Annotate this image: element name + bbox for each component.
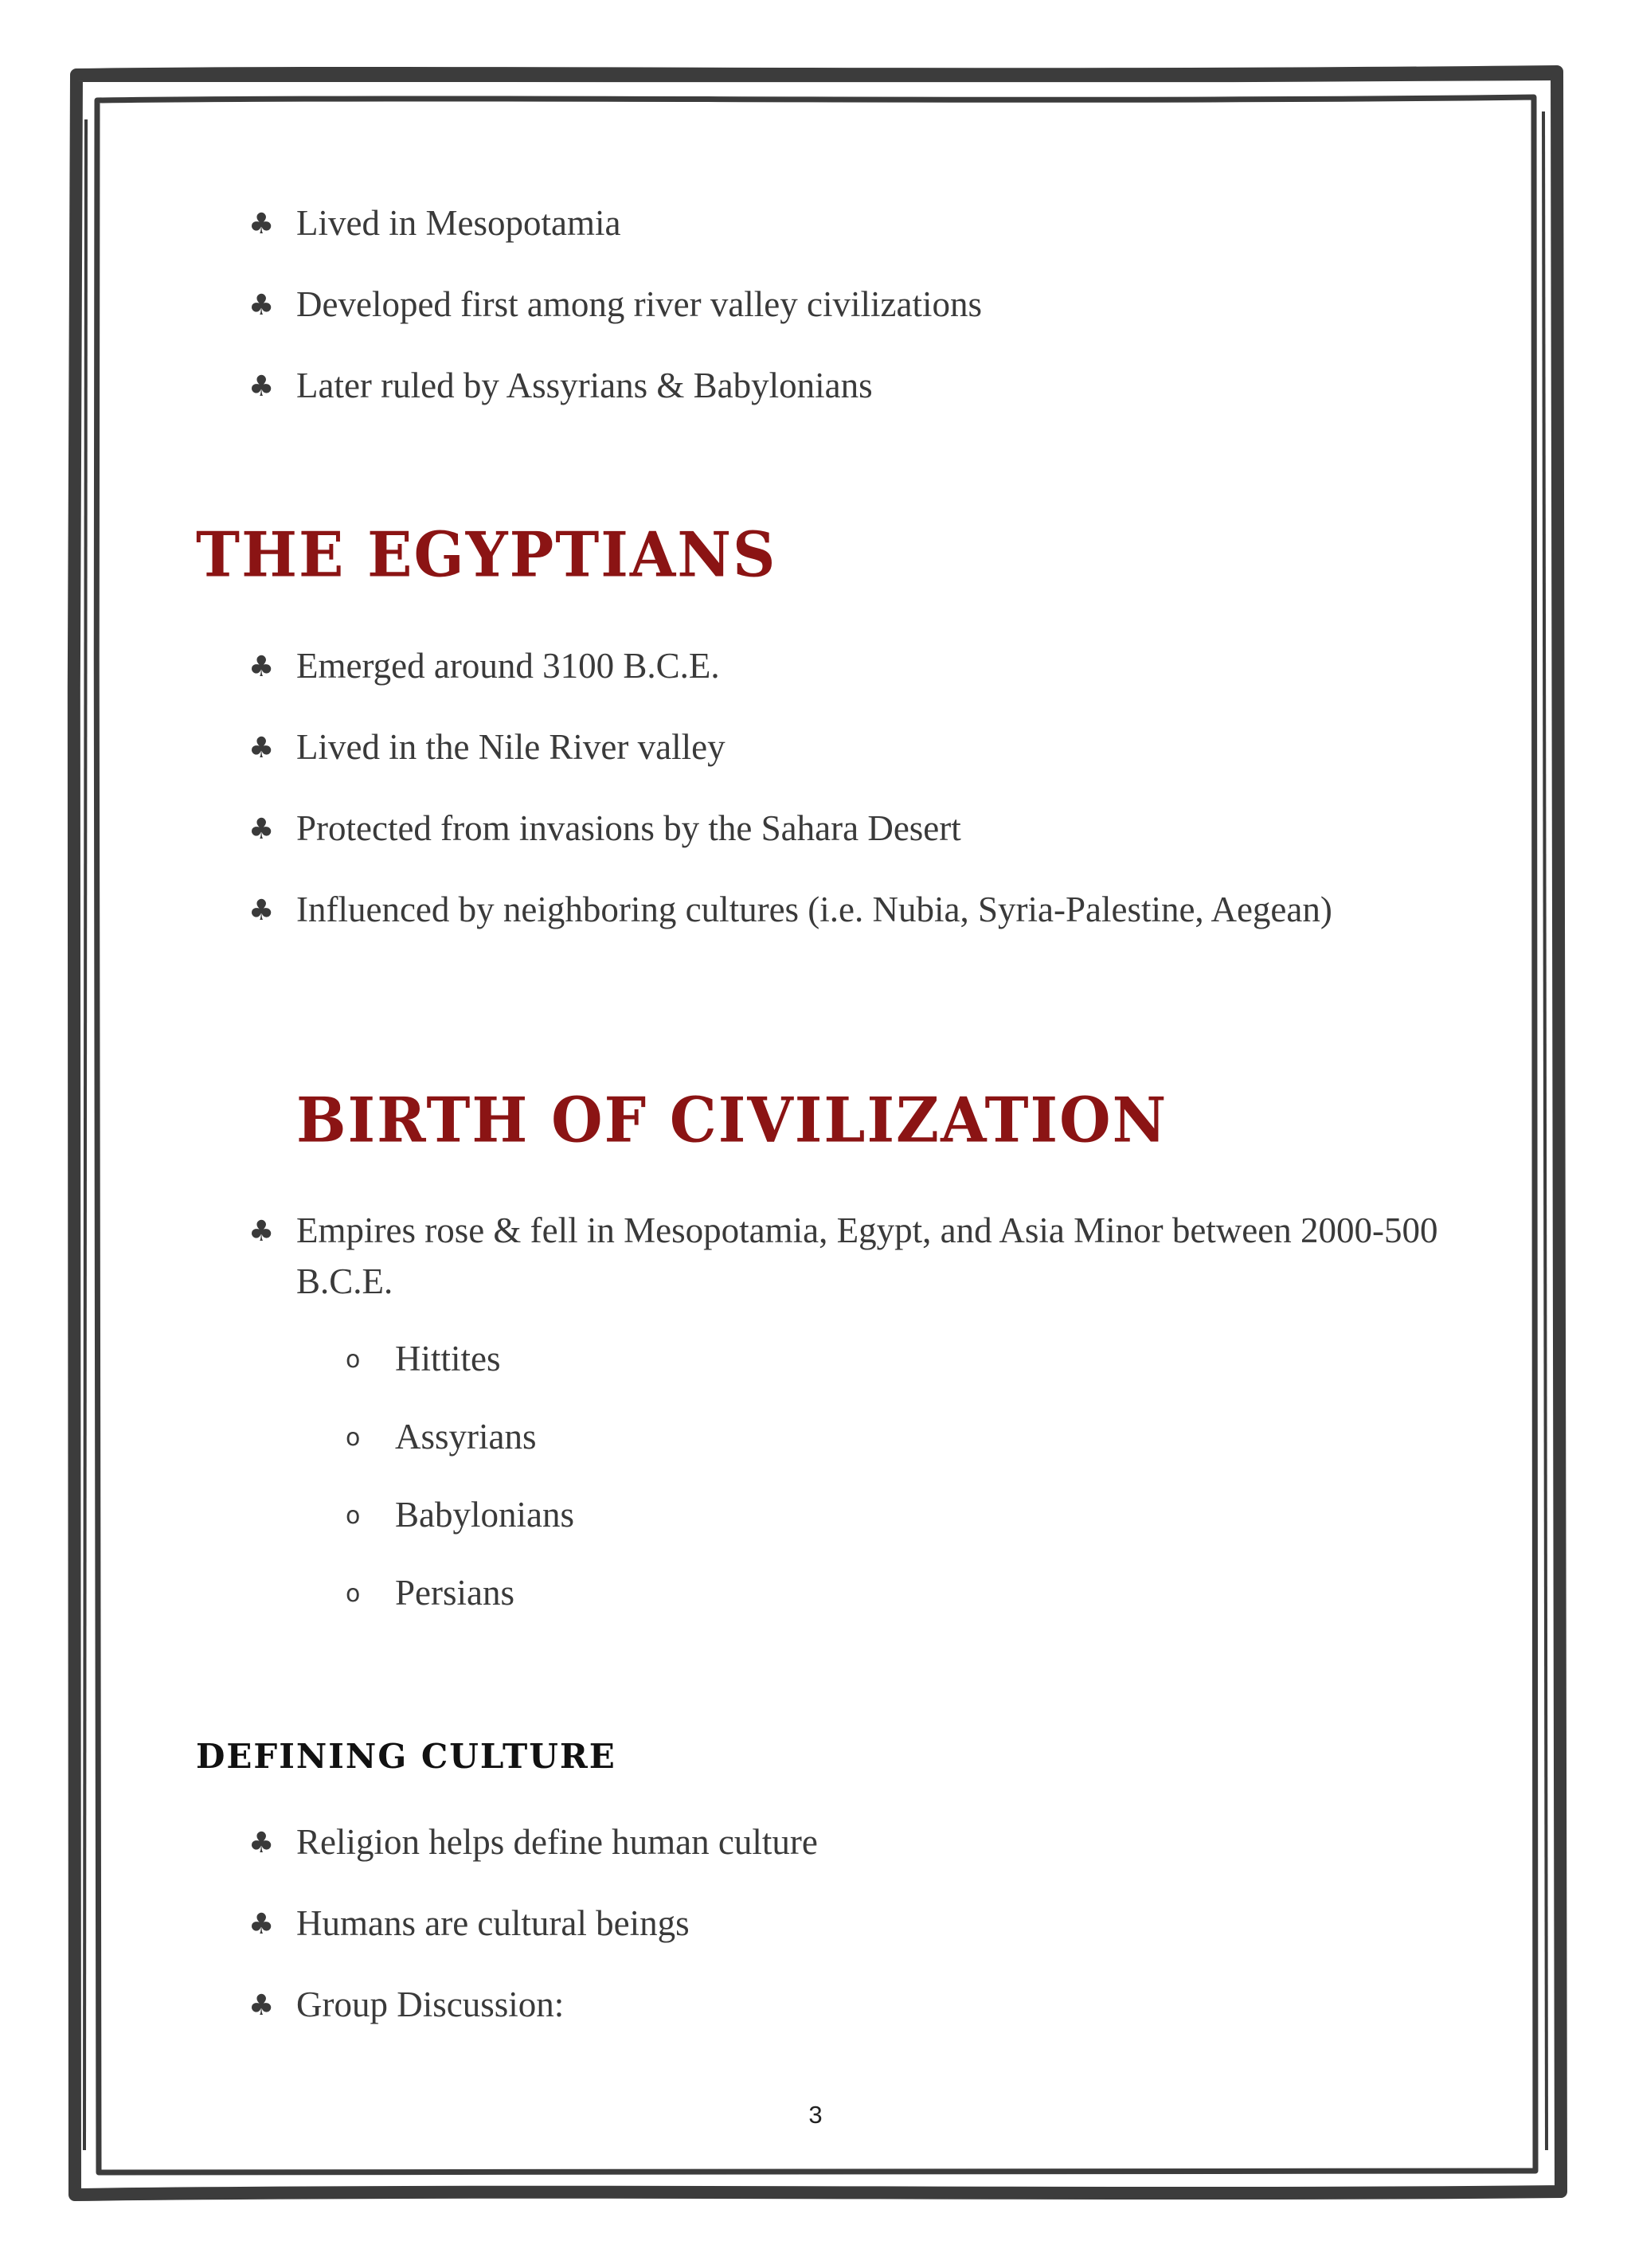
club-bullet-icon: ♣ [248,894,275,927]
egyptians-bullet: Emerged around 3100 B.C.E. [296,646,720,686]
club-bullet-icon: ♣ [248,1989,275,2022]
intro-bullet: Developed first among river valley civilizations [296,284,982,324]
circle-bullet-icon: o [346,1424,361,1452]
egyptians-bullet: Lived in the Nile River valley [296,727,726,767]
sub-list-item: Babylonians [395,1495,574,1535]
club-bullet-icon: ♣ [248,732,275,764]
club-bullet-icon: ♣ [248,1908,275,1941]
intro-bullet: Lived in Mesopotamia [296,203,621,243]
club-bullet-icon: ♣ [248,208,275,240]
culture-bullet: Group Discussion: [296,1984,565,2024]
culture-bullet: Humans are cultural beings [296,1903,690,1943]
egyptians-bullet: Influenced by neighboring cultures (i.e. Nubia, Syria-Palestine, Aegean) [296,890,1332,929]
birth-bullet: Empires rose & fell in Mesopotamia, Egypt, and Asia Minor between 2000-500 B.C.E. [296,1210,1438,1301]
section-subheading-defining-culture: DEFINING CULTURE [196,1737,616,1776]
club-bullet-icon: ♣ [248,651,275,683]
page-number: 3 [808,2101,823,2129]
circle-bullet-icon: o [346,1346,361,1374]
club-bullet-icon: ♣ [248,289,275,322]
sub-list-item: Hittites [395,1339,501,1378]
egyptians-bullet: Protected from invasions by the Sahara Desert [296,808,961,848]
club-bullet-icon: ♣ [248,1827,275,1859]
sub-list-item: Assyrians [395,1417,537,1457]
circle-bullet-icon: o [346,1502,361,1530]
club-bullet-icon: ♣ [248,813,275,846]
club-bullet-icon: ♣ [248,1215,275,1248]
sub-list-item: Persians [395,1573,514,1613]
circle-bullet-icon: o [346,1580,361,1608]
intro-bullet: Later ruled by Assyrians & Babylonians [296,366,873,405]
club-bullet-icon: ♣ [248,370,275,403]
section-heading-birth-of-civilization: BIRTH OF CIVILIZATION [296,1084,1168,1157]
culture-bullet: Religion helps define human culture [296,1822,818,1862]
section-heading-egyptians: THE EGYPTIANS [196,518,777,592]
